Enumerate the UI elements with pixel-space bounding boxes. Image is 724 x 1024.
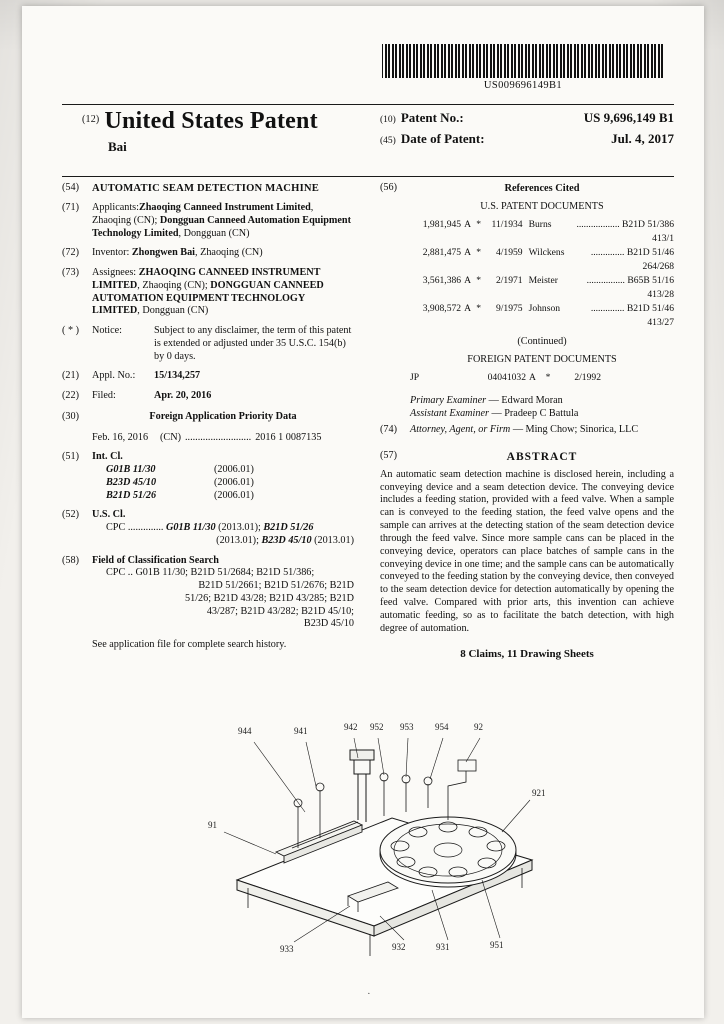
ref-star: *: [476, 302, 482, 314]
filed-value: Apr. 20, 2016: [154, 390, 212, 402]
search-line-1: [106, 567, 354, 580]
int-cl-year: (2006.01): [214, 476, 254, 488]
references-body: [410, 182, 674, 421]
assignee-1-location: , Zhaoqing (CN);: [137, 279, 211, 291]
appl-no-value: 15/134,257: [154, 370, 201, 382]
assignee-2-name: DONGGUAN CANNEED AUTOMATION EQUIPMENT TECHNOLOGY LIMITED: [92, 279, 324, 317]
appl-no-label: Appl. No.:: [92, 370, 136, 382]
field-notice: [62, 325, 354, 363]
us-cl-body: [92, 509, 354, 547]
patent-number-label: Patent No.:: [400, 110, 464, 125]
ref-class-code: B21D 51/386: [622, 218, 674, 230]
search-class-2: B21D 51/2661; B21D 51/2676; B21D: [198, 580, 354, 592]
masthead: [62, 108, 674, 166]
left-column: [62, 182, 354, 659]
int-cl-year: (2006.01): [214, 464, 254, 476]
foreign-patent-documents-heading: FOREIGN PATENT DOCUMENTS: [467, 354, 617, 366]
notice-body: [92, 325, 354, 363]
patent-date-row: [380, 131, 674, 147]
abstract-heading-wrap: [410, 450, 674, 464]
assistant-examiner-label: Assistant Examiner: [410, 407, 489, 419]
field-21-num: (21): [62, 370, 79, 382]
ref-number: 3,908,572: [422, 302, 462, 314]
masthead-right: [380, 110, 674, 152]
priority-body: [92, 411, 354, 445]
field-56-references: [380, 182, 674, 421]
field-52-num: (52): [62, 509, 79, 521]
patent-date-label: Date of Patent:: [400, 131, 485, 146]
ref-star: *: [476, 218, 482, 230]
abstract-heading: ABSTRACT: [506, 451, 578, 464]
field-71-num: (71): [62, 202, 79, 214]
int-cl-code: G01B 11/30: [106, 464, 156, 476]
patent-number-value: US 9,696,149 B1: [583, 110, 674, 125]
search-class-4: 43/287; B21D 43/282; B21D 45/10;: [206, 605, 354, 617]
field-72-num: (72): [62, 247, 79, 259]
primary-examiner-dash: —: [486, 395, 502, 407]
references-continued: (Continued): [517, 335, 567, 347]
field-54: [62, 182, 354, 195]
field-22-filed: [62, 390, 354, 403]
ref-dots: ..............: [590, 246, 625, 258]
us-cl-cpc-label: CPC: [106, 522, 126, 534]
figure-label: 942: [344, 722, 358, 732]
inventor-name: Zhongwen Bai: [131, 247, 196, 259]
applicants-body: [92, 202, 354, 240]
field-71-applicants: [62, 202, 354, 240]
inventor-location: , Zhaoqing (CN): [195, 247, 263, 259]
ref-kind: A: [464, 274, 472, 286]
table-row: [410, 371, 674, 385]
filed-body: [92, 390, 354, 403]
figure-label: 931: [436, 942, 450, 952]
field-58-search: [62, 555, 354, 652]
foreign-references-table: [410, 371, 674, 385]
patent-figure: [62, 720, 674, 980]
paper-sheet: [22, 6, 704, 1018]
references-heading: References Cited: [504, 183, 580, 194]
ref-kind: A: [464, 246, 472, 258]
table-row: [410, 316, 674, 330]
assignee-1-name: ZHAOQING CANNEED INSTRUMENT LIMITED: [92, 267, 321, 291]
applicant-1-name: Zhaoqing Canneed Instrument Limited: [138, 202, 311, 214]
search-label: Field of Classification Search: [92, 554, 219, 566]
barcode-number: US009696149B1: [483, 80, 563, 91]
masthead-title-text: United States Patent: [104, 108, 318, 134]
foreign-number: 04041032: [487, 372, 526, 384]
patent-date-value: Jul. 4, 2017: [611, 131, 674, 146]
us-cl-date-2: (2013.01);: [216, 534, 262, 546]
figure-label: 921: [532, 788, 546, 798]
field-74-attorney: [380, 424, 674, 437]
inventor-body: [92, 247, 354, 260]
priority-number: 2016 1 0087135: [255, 431, 322, 443]
field-72-inventor: [62, 247, 354, 260]
foreign-country: JP: [410, 372, 420, 384]
ref-class-code: B65B 51/16: [627, 274, 674, 286]
ref-name: Wilckens: [528, 246, 565, 258]
ref-dots: ................: [586, 274, 625, 286]
patent-content: [62, 30, 674, 1000]
barcode-image: [382, 44, 664, 78]
ref-subclass: 413/27: [647, 316, 674, 328]
field-54-num: (54): [62, 182, 79, 193]
us-cl-dots: ..............: [127, 522, 164, 534]
ref-number: 2,881,475: [422, 246, 462, 258]
attorney-dash: —: [510, 423, 526, 435]
field-30-num: (30): [62, 410, 79, 422]
notice-text: Subject to any disclaimer, the term of this patent is extended or adjusted under 35 U.S.C. 154(b) by 0 days.: [154, 325, 352, 362]
notice-label: Notice:: [92, 325, 122, 337]
ref-number: 1,981,945: [422, 218, 462, 230]
figure-label: 951: [490, 940, 504, 950]
field-22-num: (22): [62, 390, 79, 402]
int-cl-row: [92, 490, 354, 503]
inventor-label: Inventor:: [92, 247, 130, 259]
priority-country: (CN): [160, 431, 181, 443]
figure-label: 932: [392, 942, 406, 952]
field-57-abstract: [380, 450, 674, 464]
priority-date: Feb. 16, 2016: [92, 431, 149, 443]
figure-label: 952: [370, 722, 384, 732]
search-cpc-label: CPC ..: [106, 567, 133, 579]
masthead-sup-12: (12): [82, 114, 100, 125]
table-row: [410, 260, 674, 274]
field-58-num: (58): [62, 554, 79, 566]
header-rule-top: [62, 104, 674, 105]
table-row: [410, 246, 674, 260]
ref-date: 9/1975: [495, 302, 523, 314]
int-cl-label: Int. Cl.: [92, 451, 123, 463]
ref-dots: ..................: [576, 218, 620, 230]
foreign-date: 2/1992: [574, 372, 601, 384]
int-cl-row: [92, 464, 354, 477]
ref-class: [576, 218, 674, 232]
ref-name: Meister: [528, 274, 558, 286]
field-notice-num: ( * ): [62, 325, 79, 337]
assignees-body: [92, 267, 354, 318]
ref-subclass: 413/28: [647, 288, 674, 300]
field-73-assignees: [62, 267, 354, 318]
ref-number: 3,561,386: [422, 274, 462, 286]
priority-heading: Foreign Application Priority Data: [149, 410, 297, 422]
abstract-text: An automatic seam detection machine is disclosed herein, including a conveying device and a seam detection device. The conveying device includes a feeding station, provided with a feed valve. When a sample can is conveyed to the feeding station, the feed valve opens and the sample can arrives at the detecting station of the seam detection device through the feed valve. Since more sample cans can be placed in the conveying device, operators can place batches of sample cans in the conveying device in one time; and the sample cans can be automatically conveyed to the feeding station by the conveying device, then conveyed to the seam detection device for detection automatically by opening the feed valve. Compared with prior arts, this invention can achieve automatic feeding, so as to facilitate the batch detection, with high degree of automation.: [380, 468, 674, 634]
us-cl-label: U.S. Cl.: [92, 509, 126, 521]
figure-label: 953: [400, 722, 414, 732]
ref-class-code: B21D 51/46: [626, 246, 674, 258]
references-table: [410, 218, 674, 330]
ref-name: Johnson: [528, 302, 561, 314]
foreign-kind: A: [529, 372, 536, 384]
field-51-int-cl: [62, 451, 354, 502]
figure-label: 91: [208, 820, 217, 830]
field-56-num: (56): [380, 182, 397, 193]
ref-class: [576, 302, 674, 316]
primary-examiner-label: Primary Examiner: [410, 395, 487, 407]
ref-class: [576, 274, 674, 288]
us-cl-code-3: B23D 45/10: [261, 534, 312, 546]
table-row: [410, 218, 674, 232]
field-52-us-cl: [62, 509, 354, 547]
foreign-star: *: [545, 372, 551, 384]
us-patent-documents-heading: U.S. PATENT DOCUMENTS: [480, 201, 604, 212]
us-cl-date-3: (2013.01): [311, 534, 354, 546]
us-cl-code-2: B21D 51/26: [263, 522, 314, 534]
assignee-2-location: , Dongguan (CN): [137, 305, 209, 317]
search-body: [92, 555, 354, 652]
applicant-2-name: Dongguan Canneed Automation Equipment Technology Limited: [92, 214, 351, 239]
ref-date: 11/1934: [491, 218, 523, 230]
search-see-file: See application file for complete search history.: [92, 639, 287, 651]
claims-sheets-line: 8 Claims, 11 Drawing Sheets: [460, 647, 594, 660]
ref-class: [576, 246, 674, 260]
int-cl-row: [92, 477, 354, 490]
search-class-5: B23D 45/10: [303, 618, 354, 630]
us-cl-code-1: G01B 11/30: [166, 522, 216, 534]
primary-examiner-name: Edward Moran: [501, 395, 563, 407]
ref-kind: A: [464, 218, 472, 230]
assignees-label: Assignees:: [92, 267, 137, 279]
invention-title: AUTOMATIC SEAM DETECTION MACHINE: [92, 183, 320, 194]
patent-number-row: [380, 110, 674, 126]
table-row: [410, 288, 674, 302]
us-cl-line-2: [92, 535, 354, 548]
patent-number-sup: (10): [380, 115, 396, 125]
field-21-appl-no: [62, 370, 354, 383]
masthead-author: Bai: [108, 139, 127, 154]
ref-name: Burns: [528, 218, 552, 230]
ref-date: 4/1959: [495, 246, 523, 258]
ref-star: *: [476, 274, 482, 286]
assistant-examiner-dash: —: [488, 407, 505, 419]
ref-date: 2/1971: [495, 274, 523, 286]
ref-star: *: [476, 246, 482, 258]
right-column: [380, 182, 674, 661]
search-class-1: G01B 11/30; B21D 51/2684; B21D 51/386;: [135, 567, 315, 579]
int-cl-body: [92, 451, 354, 502]
table-row: [410, 232, 674, 246]
figure-drawing: [62, 720, 674, 980]
ref-subclass: 264/268: [642, 260, 674, 272]
figure-label: 933: [280, 944, 294, 954]
priority-dots: ..........................: [184, 431, 252, 443]
ref-kind: A: [464, 302, 472, 314]
filed-label: Filed:: [92, 390, 116, 402]
applicants-label: Applicants:: [92, 202, 139, 214]
int-cl-code: B23D 45/10: [106, 476, 157, 488]
us-cl-date-1: (2013.01);: [215, 522, 264, 534]
page-center-dot: ·: [367, 988, 371, 1000]
masthead-left: [82, 108, 318, 155]
field-57-num: (57): [380, 450, 397, 462]
applicant-2-location: , Dongguan (CN): [178, 227, 250, 239]
assistant-examiner-line: [410, 408, 674, 421]
table-row: [410, 274, 674, 288]
attorney-name: Ming Chow; Sinorica, LLC: [525, 423, 639, 435]
patent-date-sup: (45): [380, 136, 396, 146]
barcode-block: [382, 44, 664, 91]
field-30-priority: [62, 411, 354, 445]
appl-no-body: [92, 370, 354, 383]
page-title: [82, 108, 318, 135]
int-cl-code: B21D 51/26: [106, 489, 157, 501]
table-row: [410, 302, 674, 316]
attorney-body: [410, 424, 674, 437]
field-73-num: (73): [62, 267, 79, 279]
applicant-1-location: , Zhaoqing (CN);: [92, 202, 314, 226]
field-51-num: (51): [62, 451, 79, 463]
us-cl-line-1: [106, 522, 354, 535]
ref-subclass: 413/1: [652, 232, 674, 244]
figure-label: 954: [435, 722, 449, 732]
attorney-label: Attorney, Agent, or Firm: [410, 423, 511, 435]
ref-class-code: B21D 51/46: [626, 302, 674, 314]
priority-row: [92, 432, 354, 445]
figure-label: 92: [474, 722, 483, 732]
search-class-3: 51/26; B21D 43/28; B21D 43/285; B21D: [185, 592, 354, 604]
ref-dots: ..............: [590, 302, 625, 314]
primary-examiner-line: [410, 395, 674, 408]
figure-label: 944: [238, 726, 252, 736]
figure-label: 941: [294, 726, 308, 736]
assistant-examiner-name: Pradeep C Battula: [504, 407, 579, 419]
int-cl-year: (2006.01): [214, 489, 254, 501]
header-rule-bottom: [62, 176, 674, 177]
field-74-num: (74): [380, 423, 397, 435]
